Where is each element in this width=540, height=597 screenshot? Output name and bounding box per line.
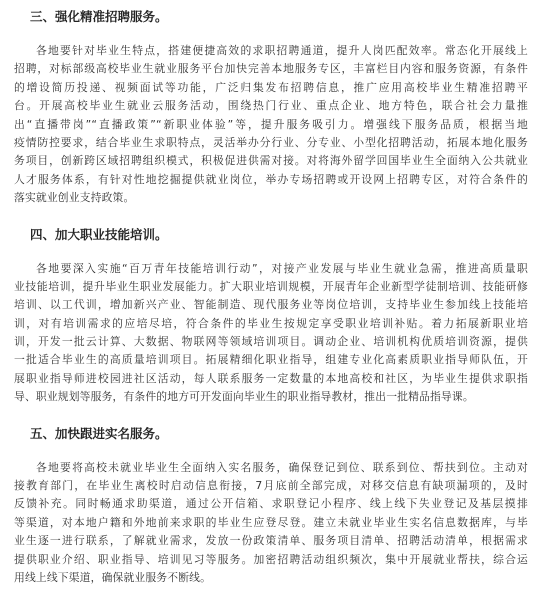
text-line: 业生逐一进行联系，了解就业需求，发放一份政策清单、服务项目清单、招聘活动清单，根据需求 bbox=[14, 534, 528, 548]
text-line: 一批适合毕业生的高质量培训项目。拓展精细化职业指导，组建专业化高素质职业指导师队伍，开 bbox=[14, 353, 528, 367]
text-line: 等渠道，对本地户籍和外地前来求职的毕业生应登尽登。建立未就业毕业生实名信息数据库，与毕 bbox=[14, 515, 528, 529]
section-real-name-service bbox=[14, 423, 528, 588]
text-line: 反馈补充。同时畅通求助渠道，通过公开信箱、求职登记小程序、线上线下失业登记及基层摸排 bbox=[14, 497, 528, 511]
section-recruitment bbox=[14, 6, 528, 208]
text-line: 导、职业规划等服务，有条件的地方可开发面向毕业生的职业指导教材，推出一批精品指导课。 bbox=[14, 390, 474, 404]
text-line: 训，对有培训需求的应培尽培，符合条件的毕业生按规定享受职业培训补贴。着力拓展新职业培 bbox=[14, 316, 528, 330]
text-line: 招聘，对标部级高校毕业生就业服务平台加快完善本地服务专区，丰富栏目内容和服务资源，有条件 bbox=[14, 62, 528, 76]
text-line: 人才服务体系，有针对性地挖掘提供就业岗位，举办专场招聘或开设网上招聘专区，对符合条件的 bbox=[14, 172, 528, 186]
text-line: 训，开发一批云计算、大数据、物联网等领域培训项目。调动企业、培训机构优质培训资源，提供 bbox=[14, 335, 528, 349]
section-heading: 三、强化精准招聘服务。 bbox=[30, 9, 168, 24]
text-line: 的增设简历投递、视频面试等功能，广泛归集发布招聘信息，推广应用高校毕业生精准招聘平 bbox=[14, 80, 528, 94]
section-paragraph bbox=[14, 260, 528, 407]
text-line: 务项目，创新跨区域招聘组织模式，积极促进供需对接。对将海外留学回国毕业生全面纳入公共就业 bbox=[14, 154, 528, 168]
text-line: 落实就业创业支持政策。 bbox=[14, 191, 135, 205]
section-skills-training bbox=[14, 224, 528, 407]
section-heading: 四、加大职业技能培训。 bbox=[30, 226, 168, 242]
text-line: 展职业指导师进校园进社区活动，每人联系服务一定数量的本地高校和社区，为毕业生提供求职指 bbox=[14, 371, 528, 385]
section-paragraph bbox=[14, 42, 528, 208]
text-line: 用线上线下渠道，确保就业服务不断线。 bbox=[14, 570, 212, 584]
text-line: 疫情防控要求，结合毕业生求职特点，灵活举办分行业、分专业、小型化招聘活动，拓展本地化服务 bbox=[14, 135, 528, 149]
text-line: 出“直播带岗”“直播政策”“新职业体验”等，提升服务吸引力。增强线下服务品质，根据当地 bbox=[14, 117, 528, 131]
section-paragraph bbox=[14, 459, 528, 588]
text-line: 提供职业介绍、职业指导、培训见习等服务。加密招聘活动组织频次，集中开展就业帮扶，综合运 bbox=[14, 552, 528, 566]
text-line: 各地要深入实施“百万青年技能培训行动”，对接产业发展与毕业生就业急需，推进高质量职 bbox=[36, 261, 528, 275]
text-line: 业技能培训，提升毕业生职业发展能力。扩大职业培训规模，开展青年企业新型学徒制培训、技能研修 bbox=[14, 279, 528, 293]
text-line: 台。开展高校毕业生就业云服务活动，围绕热门行业、重点企业、地方特色，联合社会力量推 bbox=[14, 99, 528, 113]
section-heading: 五、加快跟进实名服务。 bbox=[30, 425, 168, 441]
text-line: 接教育部门，在毕业生离校时启动信息衔接，7月底前全部完成，对移交信息有缺项漏项的，及时 bbox=[14, 479, 528, 493]
text-line: 各地要针对毕业生特点，搭建便捷高效的求职招聘通道，提升人岗匹配效率。常态化开展线上 bbox=[36, 44, 528, 57]
text-line: 各地要将高校未就业毕业生全面纳入实名服务，确保登记到位、联系到位、帮扶到位。主动对 bbox=[36, 460, 528, 474]
text-line: 培训、以工代训，增加新兴产业、智能制造、现代服务业等岗位培训，支持毕业生参加线上技能培 bbox=[14, 298, 528, 312]
